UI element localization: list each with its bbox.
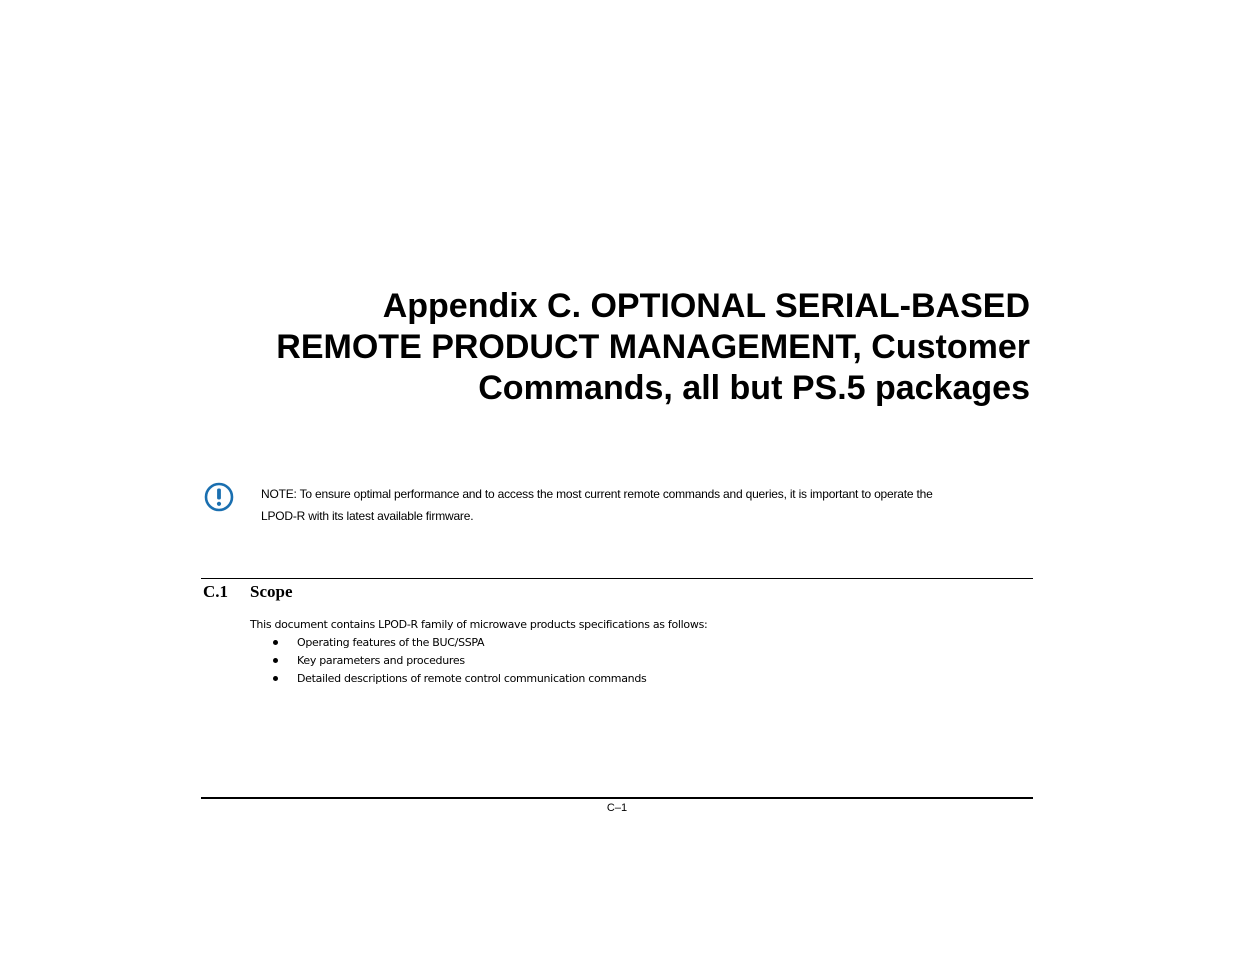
appendix-title [200,286,1030,409]
section-number: C.1 [203,582,229,601]
title-line: REMOTE PRODUCT MANAGEMENT, Customer [276,328,1030,366]
list-item-text: Operating features of the BUC/SSPA [297,636,485,649]
bullet-icon [273,640,278,645]
title-line: Commands, all but PS.5 packages [478,369,1030,407]
exclamation-circle-icon [204,482,234,512]
bullet-icon [273,658,278,663]
note-line: LPOD-R with its latest available firmware. [261,509,474,523]
list-item [270,634,646,652]
page-number: C–1 [606,802,628,814]
list-item [270,670,646,688]
list-item-text: Key parameters and procedures [297,654,465,667]
section-intro: This document contains LPOD-R family of microwave products specifications as follows: [250,618,708,631]
bullet-list [270,634,646,688]
section-title: Scope [250,582,293,601]
list-item [270,652,646,670]
list-item-text: Detailed descriptions of remote control communication commands [297,672,647,685]
title-line: Appendix C. OPTIONAL SERIAL-BASED [382,287,1030,325]
note-line: NOTE: To ensure optimal performance and to access the most current remote commands and queries, it is important to operate the [261,487,933,501]
note-text [261,483,1031,527]
footer-divider [201,797,1033,799]
bullet-icon [273,676,278,681]
section-divider [201,578,1033,579]
